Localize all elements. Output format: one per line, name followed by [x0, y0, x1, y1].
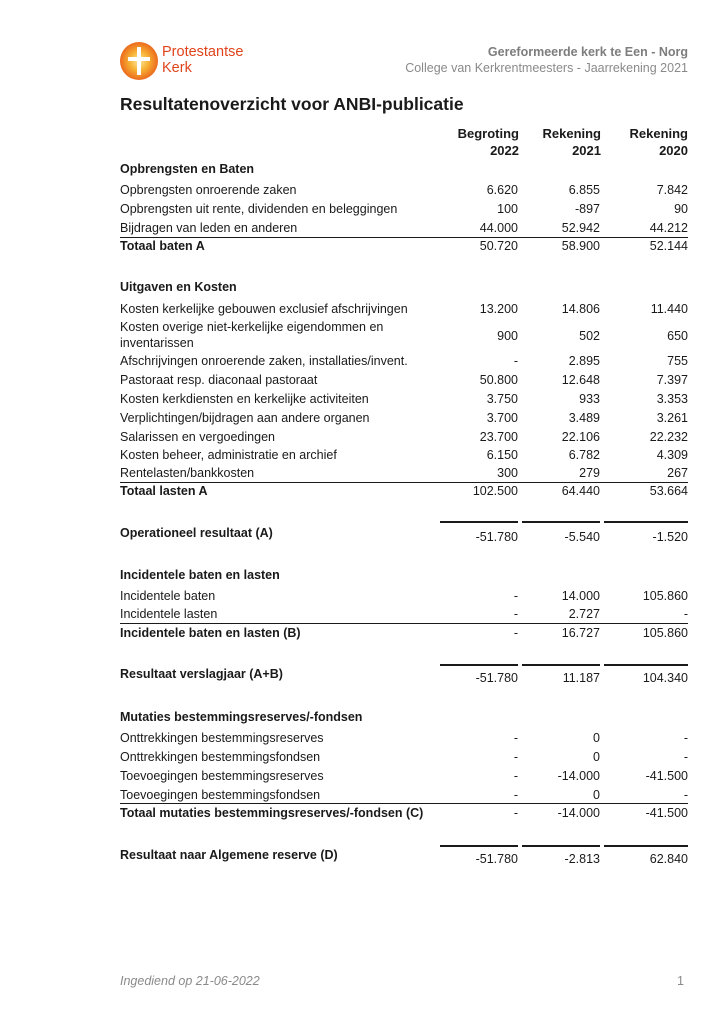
table-row — [120, 301, 688, 319]
value-rekening-2021: 0 — [593, 731, 600, 745]
value-rekening-2021: 6.782 — [568, 448, 600, 462]
value-begroting-2022: 3.700 — [486, 411, 518, 425]
value-begroting-2022: 3.750 — [486, 392, 518, 406]
result-row — [120, 666, 688, 684]
value-begroting-2022: - — [513, 731, 518, 745]
row-label: Rentelasten/bankkosten — [120, 466, 255, 480]
row-label: Afschrijvingen onroerende zaken, installaties/invent. — [120, 354, 408, 368]
row-label: Resultaat naar Algemene reserve (D) — [120, 848, 338, 862]
value-rekening-2021: 2.727 — [568, 607, 600, 621]
section-label: Opbrengsten en Baten — [120, 162, 255, 176]
value-rekening-2021: 52.942 — [561, 221, 600, 235]
value-rekening-2020: 53.664 — [649, 484, 688, 498]
section-label: Uitgaven en Kosten — [120, 280, 237, 294]
value-begroting-2022: -51.780 — [475, 852, 518, 866]
table-row — [120, 201, 688, 219]
value-rekening-2021: -2.813 — [564, 852, 600, 866]
total-row — [120, 483, 688, 501]
value-rekening-2020: 7.842 — [656, 183, 688, 197]
page-title: Resultatenoverzicht voor ANBI-publicatie — [120, 94, 464, 114]
table-row — [120, 606, 688, 624]
column-header-line2: 2022 — [490, 143, 519, 158]
value-begroting-2022: 100 — [497, 202, 518, 216]
value-begroting-2022: 6.150 — [486, 448, 518, 462]
table-row — [120, 220, 688, 238]
value-rekening-2021: 14.806 — [561, 302, 600, 316]
table-row — [120, 447, 688, 465]
value-begroting-2022: 13.200 — [479, 302, 518, 316]
value-rekening-2021: -897 — [574, 202, 600, 216]
value-rekening-2020: 105.860 — [642, 626, 688, 640]
value-begroting-2022: 6.620 — [486, 183, 518, 197]
table-row — [120, 353, 688, 371]
value-rekening-2020: 52.144 — [649, 239, 688, 253]
value-rekening-2020: 4.309 — [656, 448, 688, 462]
value-rekening-2020: -41.500 — [645, 806, 688, 820]
column-header-line1: Rekening — [629, 126, 688, 141]
value-begroting-2022: -51.780 — [475, 671, 518, 685]
value-rekening-2021: 279 — [579, 466, 600, 480]
section-heading — [120, 567, 688, 585]
result-line — [522, 521, 600, 523]
value-begroting-2022: 50.800 — [479, 373, 518, 387]
value-rekening-2021: 58.900 — [561, 239, 600, 253]
column-header-line2: 2021 — [572, 143, 601, 158]
value-rekening-2020: - — [683, 731, 688, 745]
value-rekening-2021: 933 — [579, 392, 600, 406]
value-begroting-2022: - — [513, 354, 518, 368]
value-rekening-2021: -14.000 — [557, 806, 600, 820]
value-begroting-2022: - — [513, 806, 518, 820]
row-label: Incidentele baten — [120, 589, 216, 603]
value-rekening-2021: 14.000 — [561, 589, 600, 603]
row-label: Totaal mutaties bestemmingsreserves/-fondsen (C) — [120, 806, 424, 820]
value-begroting-2022: 50.720 — [479, 239, 518, 253]
cross-sun-icon — [120, 42, 158, 80]
protestantse-kerk-logo — [120, 42, 250, 82]
value-begroting-2022: - — [513, 769, 518, 783]
column-header-rekening-2021 — [521, 125, 601, 159]
section-heading — [120, 161, 688, 179]
value-rekening-2021: 16.727 — [561, 626, 600, 640]
logo-wordmark — [162, 44, 243, 76]
total-row — [120, 805, 688, 823]
value-rekening-2020: - — [683, 788, 688, 802]
table-row — [120, 319, 688, 353]
document-header — [405, 44, 688, 76]
row-label: Pastoraat resp. diaconaal pastoraat — [120, 373, 318, 387]
table-row — [120, 588, 688, 606]
value-rekening-2020: 650 — [667, 329, 688, 343]
column-header-line1: Rekening — [542, 126, 601, 141]
result-line — [440, 521, 518, 523]
row-label: Toevoegingen bestemmingsfondsen — [120, 788, 321, 802]
section-heading — [120, 279, 688, 297]
column-header-line1: Begroting — [457, 126, 519, 141]
row-label: Kosten beheer, administratie en archief — [120, 448, 337, 462]
table-row — [120, 465, 688, 483]
row-label: Onttrekkingen bestemmingsreserves — [120, 731, 324, 745]
value-rekening-2020: - — [683, 607, 688, 621]
row-label: Salarissen en vergoedingen — [120, 430, 275, 444]
submission-date: Ingediend op 21-06-2022 — [120, 974, 260, 988]
value-begroting-2022: - — [513, 607, 518, 621]
value-rekening-2020: 105.860 — [642, 589, 688, 603]
value-rekening-2021: -14.000 — [557, 769, 600, 783]
value-rekening-2021: 502 — [579, 329, 600, 343]
value-rekening-2020: 7.397 — [656, 373, 688, 387]
row-label: Incidentele lasten — [120, 607, 218, 621]
value-rekening-2021: -5.540 — [564, 530, 600, 544]
divider — [120, 623, 688, 624]
value-begroting-2022: - — [513, 788, 518, 802]
value-begroting-2022: 102.500 — [472, 484, 518, 498]
value-rekening-2020: 755 — [667, 354, 688, 368]
row-label: Resultaat verslagjaar (A+B) — [120, 667, 283, 681]
value-begroting-2022: - — [513, 626, 518, 640]
value-rekening-2020: 11.440 — [650, 302, 688, 316]
table-row — [120, 749, 688, 767]
value-begroting-2022: 23.700 — [479, 430, 518, 444]
value-rekening-2020: 267 — [667, 466, 688, 480]
row-label: Verplichtingen/bijdragen aan andere organen — [120, 411, 370, 425]
row-label: Operationeel resultaat (A) — [120, 526, 273, 540]
row-label: Bijdragen van leden en anderen — [120, 221, 298, 235]
table-row — [120, 429, 688, 447]
total-row — [120, 625, 688, 643]
value-rekening-2020: 90 — [674, 202, 688, 216]
row-label: Onttrekkingen bestemmingsfondsen — [120, 750, 321, 764]
value-begroting-2022: - — [513, 589, 518, 603]
row-label: Kosten kerkelijke gebouwen exclusief afschrijvingen — [120, 302, 408, 316]
column-header-rekening-2020 — [608, 125, 688, 159]
value-rekening-2021: 2.895 — [568, 354, 600, 368]
total-row — [120, 238, 688, 256]
row-label: Kosten overige niet-kerkelijke eigendommen en inventarissen — [120, 320, 384, 350]
table-row — [120, 372, 688, 390]
row-label: Totaal lasten A — [120, 484, 208, 498]
table-row — [120, 730, 688, 748]
row-label: Incidentele baten en lasten (B) — [120, 626, 301, 640]
value-rekening-2020: 22.232 — [649, 430, 688, 444]
section-heading — [120, 709, 688, 727]
value-rekening-2021: 0 — [593, 750, 600, 764]
page-number: 1 — [677, 974, 684, 988]
value-rekening-2020: 62.840 — [649, 852, 688, 866]
result-row — [120, 525, 688, 543]
logo-line-2: Kerk — [162, 60, 192, 76]
value-rekening-2021: 6.855 — [568, 183, 600, 197]
value-begroting-2022: 300 — [497, 466, 518, 480]
table-row — [120, 182, 688, 200]
row-label: Kosten kerkdiensten en kerkelijke activiteiten — [120, 392, 369, 406]
section-label: Incidentele baten en lasten — [120, 568, 280, 582]
row-label: Totaal baten A — [120, 239, 205, 253]
value-rekening-2020: 44.212 — [649, 221, 688, 235]
result-line — [604, 521, 688, 523]
value-rekening-2020: - — [683, 750, 688, 764]
organization-name: Gereformeerde kerk te Een - Norg — [487, 45, 688, 59]
value-rekening-2020: 104.340 — [642, 671, 688, 685]
result-row — [120, 847, 688, 865]
value-rekening-2020: 3.261 — [656, 411, 688, 425]
value-rekening-2021: 11.187 — [562, 671, 600, 685]
value-rekening-2021: 22.106 — [561, 430, 600, 444]
table-row — [120, 410, 688, 428]
value-rekening-2020: -1.520 — [652, 530, 688, 544]
table-row — [120, 391, 688, 409]
value-begroting-2022: 900 — [497, 329, 518, 343]
row-label: Opbrengsten uit rente, dividenden en beleggingen — [120, 202, 398, 216]
value-rekening-2020: -41.500 — [645, 769, 688, 783]
row-label: Toevoegingen bestemmingsreserves — [120, 769, 324, 783]
column-header-line2: 2020 — [659, 143, 688, 158]
column-header-begroting-2022 — [439, 125, 519, 159]
section-label: Mutaties bestemmingsreserves/-fondsen — [120, 710, 363, 724]
divider — [120, 803, 688, 804]
document-subtitle: College van Kerkrentmeesters - Jaarrekening 2021 — [405, 61, 688, 75]
value-rekening-2020: 3.353 — [656, 392, 688, 406]
row-label: Opbrengsten onroerende zaken — [120, 183, 297, 197]
logo-line-1: Protestantse — [162, 44, 244, 60]
value-begroting-2022: - — [513, 750, 518, 764]
value-rekening-2021: 12.648 — [561, 373, 600, 387]
value-rekening-2021: 3.489 — [568, 411, 600, 425]
table-row — [120, 768, 688, 786]
value-begroting-2022: -51.780 — [475, 530, 518, 544]
value-begroting-2022: 44.000 — [479, 221, 518, 235]
value-rekening-2021: 64.440 — [561, 484, 600, 498]
value-rekening-2021: 0 — [593, 788, 600, 802]
